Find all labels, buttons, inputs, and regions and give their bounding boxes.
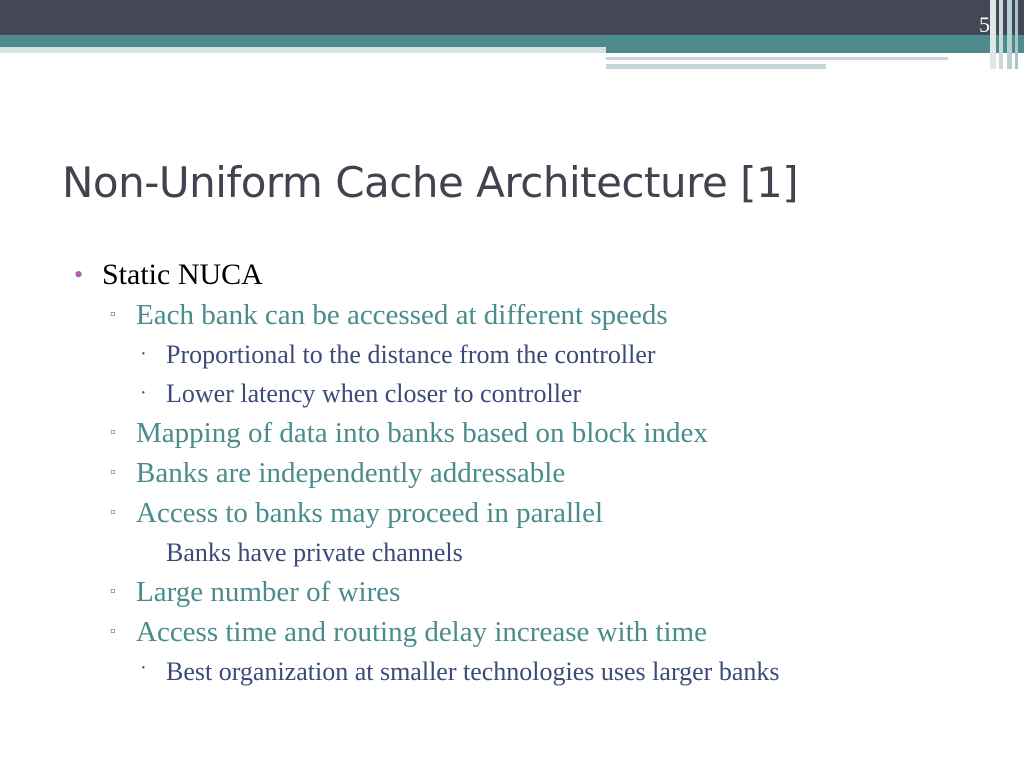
square-bullet-icon: ▫ <box>110 464 116 481</box>
bullet-text: Lower latency when closer to controller <box>166 379 582 408</box>
dot-bullet-icon: · <box>140 657 147 679</box>
header-band-teal <box>0 35 1024 47</box>
square-bullet-icon: ▫ <box>110 583 116 600</box>
bullet-text: Banks have private channels <box>166 538 463 567</box>
header-vertical-stripe <box>1007 0 1012 69</box>
header-vertical-stripe <box>990 0 996 69</box>
bullet-text: Each bank can be accessed at different speeds <box>136 299 668 331</box>
bullet-text: Proportional to the distance from the controller <box>166 340 656 369</box>
slide-number: 5 <box>979 12 990 37</box>
bullet-text: Access to banks may proceed in parallel <box>136 497 604 529</box>
square-bullet-icon: ▫ <box>110 623 116 640</box>
bullet-text: Best organization at smaller technologies uses larger banks <box>166 657 780 686</box>
header-accent-line <box>606 57 948 60</box>
dot-bullet-icon: · <box>140 343 147 365</box>
sub-bullet-item <box>70 572 970 612</box>
sub-bullet-item <box>70 413 970 453</box>
slide-title: Non-Uniform Cache Architecture [1] <box>62 158 799 207</box>
sub-bullet-item <box>70 493 970 533</box>
round-bullet-icon: • <box>74 260 84 289</box>
bullet-text: Banks are independently addressable <box>136 457 566 489</box>
bullet-text: Mapping of data into banks based on block index <box>136 417 708 449</box>
header-band-dark <box>0 0 1024 35</box>
sub-sub-bullet-item <box>70 652 906 688</box>
dot-bullet-icon: · <box>140 382 147 404</box>
header-vertical-stripe <box>1015 0 1018 69</box>
sub-bullet-item <box>70 612 970 652</box>
sub-sub-bullet-item <box>70 533 970 572</box>
bullet-list <box>70 255 970 688</box>
bullet-text: Large number of wires <box>136 576 401 608</box>
sub-sub-bullet-item <box>70 374 970 413</box>
sub-bullet-item <box>70 295 970 335</box>
square-bullet-icon: ▫ <box>110 306 116 323</box>
square-bullet-icon: ▫ <box>110 424 116 441</box>
bullet-text: Access time and routing delay increase with time <box>136 616 707 648</box>
header-vertical-stripe <box>999 0 1003 69</box>
sub-bullet-item <box>70 453 970 493</box>
header-band-step <box>606 47 1024 53</box>
sub-sub-bullet-item <box>70 335 970 374</box>
bullet-text: Static NUCA <box>102 258 263 291</box>
header-accent-line <box>606 64 826 69</box>
bullet-item <box>70 255 970 295</box>
square-bullet-icon: ▫ <box>110 504 116 521</box>
